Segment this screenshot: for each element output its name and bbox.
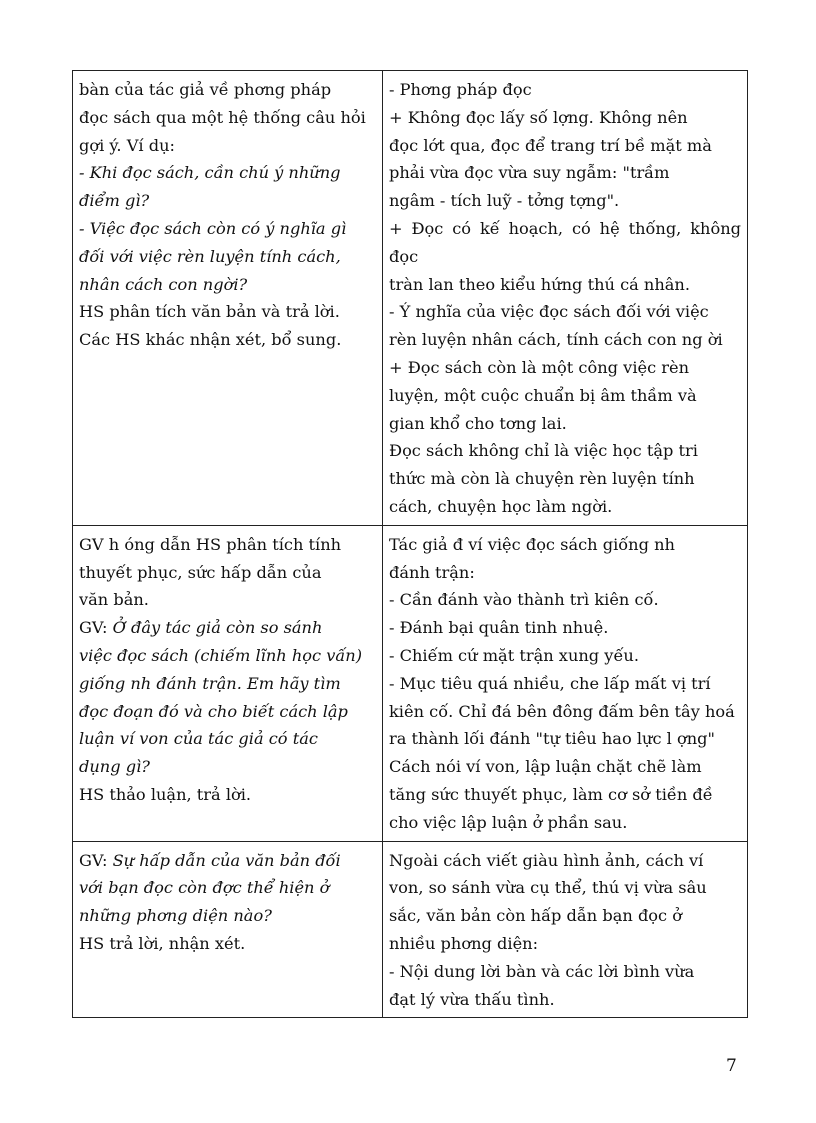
text-line: ngâm - tích luỹ - tởng tợng". [389,191,620,211]
activity-cell [73,841,383,1018]
table-row [73,71,748,526]
text-line: cho việc lập luận ở phần sau. [389,812,628,832]
text-line: - Ý nghĩa của việc đọc sách đối với việc [389,302,709,322]
text-line: kiên cố. Chỉ đá bên đông đấm bên tây hoá [389,701,735,721]
text-line: dụng gì? [79,757,150,777]
text-line: - Cần đánh vào thành trì kiên cố. [389,590,659,610]
text-line [79,847,376,875]
question-text: Sự hấp dẫn của văn bản đối [112,850,341,870]
text-line: điểm gì? [79,191,150,211]
lesson-table [72,70,748,1018]
text-line: + Đọc sách còn là một công việc rèn [389,357,690,377]
text-line: sắc, văn bản còn hấp dẫn bạn đọc ở [389,906,683,926]
text-line: Tác giả đ ví việc đọc sách giống nh [389,534,675,554]
text-line: von, so sánh vừa cụ thể, thú vị vừa sâu [389,878,707,898]
text-line: đánh trận: [389,562,475,582]
text-line: Các HS khác nhận xét, bổ sung. [79,330,342,350]
text-line: đối với việc rèn luyện tính cách, [79,246,341,266]
text-line: HS thảo luận, trả lời. [79,784,252,804]
text-line: - Phơng pháp đọc [389,80,532,99]
text-line: thức mà còn là chuyện rèn luyện tính [389,469,695,489]
content-cell [383,71,748,526]
text-line: đọc lớt qua, đọc để trang trí bề mặt mà [389,135,712,155]
text-line: với bạn đọc còn đợc thể hiện ở [79,878,330,898]
text-line: HS trả lời, nhận xét. [79,933,246,953]
text-line: - Mục tiêu quá nhiều, che lấp mất vị trí [389,673,711,693]
text-line: HS phân tích văn bản và trả lời. [79,302,340,322]
question-text: Ở đây tác giả còn so sánh [112,618,323,638]
activity-cell [73,525,383,841]
page-number: 7 [726,1056,737,1076]
text-line: + Không đọc lấy số lợng. Không nên [389,107,688,127]
speaker-label: GV: [79,618,113,638]
text-line: + Đọc có kế hoạch, có hệ thống, không đọc [389,218,741,266]
text-line: tràn lan theo kiểu hứng thú cá nhân. [389,274,691,294]
text-line: việc đọc sách (chiếm lĩnh học vấn) [79,645,363,665]
text-line: Đọc sách không chỉ là việc học tập tri [389,441,698,461]
text-line: gian khổ cho tơng lai. [389,413,567,433]
text-line: phải vừa đọc vừa suy ngẫm: "trầm [389,163,670,183]
text-line: - Việc đọc sách còn có ý nghĩa gì [79,218,347,238]
text-line: giống nh đánh trận. Em hãy tìm [79,673,341,693]
text-line: - Khi đọc sách, cần chú ý những [79,163,341,183]
text-line: nhân cách con ngời? [79,274,248,294]
text-line: ra thành lối đánh "tự tiêu hao lực l ợng" [389,729,715,749]
text-line: văn bản. [79,590,149,610]
text-line: - Đánh bại quân tinh nhuệ. [389,618,609,638]
text-line: thuyết phục, sức hấp dẫn của [79,562,322,582]
text-line: luận ví von của tác giả có tác [79,729,318,749]
text-line: bàn của tác giả về phơng pháp [79,80,332,99]
table-row [73,525,748,841]
text-line: đọc đoạn đó và cho biết cách lập [79,701,348,721]
table-row [73,841,748,1018]
lesson-table-body [73,71,748,1018]
text-line: đọc sách qua một hệ thống câu hỏi [79,107,366,127]
text-line: tăng sức thuyết phục, làm cơ sở tiền đề [389,784,713,804]
text-line: cách, chuyện học làm ngời. [389,496,613,516]
text-line: Ngoài cách viết giàu hình ảnh, cách ví [389,850,704,870]
speaker-label: GV: [79,850,113,870]
text-line: Cách nói ví von, lập luận chặt chẽ làm [389,757,702,777]
text-line: những phơng diện nào? [79,906,272,926]
text-line: gợi ý. Ví dụ: [79,135,175,155]
text-line [79,614,376,642]
content-cell [383,841,748,1018]
text-line: - Nội dung lời bàn và các lời bình vừa [389,961,695,981]
text-line: - Chiếm cứ mặt trận xung yếu. [389,645,639,665]
text-line: GV h óng dẫn HS phân tích tính [79,534,342,554]
content-cell [383,525,748,841]
text-line: rèn luyện nhân cách, tính cách con ng ời [389,330,723,350]
activity-cell [73,71,383,526]
text-line: nhiều phơng diện: [389,933,539,953]
text-line: luyện, một cuộc chuẩn bị âm thầm và [389,385,697,405]
text-line: đạt lý vừa thấu tình. [389,989,555,1009]
